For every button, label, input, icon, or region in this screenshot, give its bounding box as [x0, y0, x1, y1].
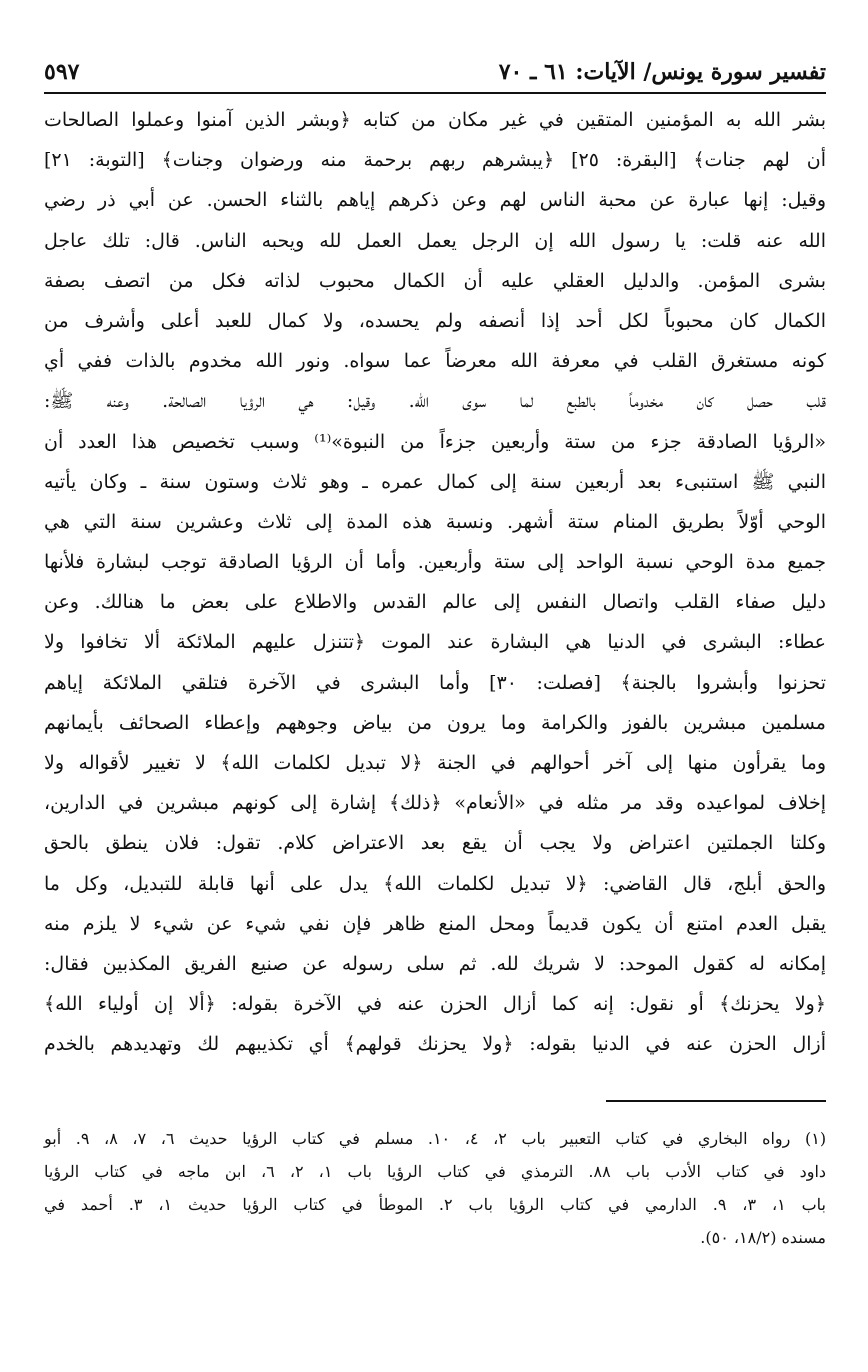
text-line: كونه مستغرق القلب في معرفة الله معرضاً عما سواه. ونور الله مخدوم بالذات ففي أي	[44, 350, 826, 373]
text-line: الكمال كان محبوباً لكل أحد إذا أنصفه ولم يحسده، ولا كمال للعبد أعلى وأشرف من	[44, 309, 826, 332]
footnote-divider	[606, 1100, 826, 1102]
text-line: جميع مدة الوحي نسبة الواحد إلى ستة وأربعين. وأما أن الرؤيا الصادقة توجب لبشارة فلأنها	[44, 551, 826, 574]
text-line: النبي ﷺ استنبىء بعد أربعين سنة إلى كمال عمره ـ وهو ثلاث وستون سنة ـ وكان يأتيه	[44, 470, 826, 493]
footnotes	[44, 1122, 826, 1254]
footnote-line: (١) رواه البخاري في كتاب التعبير باب ٢، ٤، ١٠. مسلم في كتاب الرؤيا حديث ٦، ٧، ٨، ٩. أبو	[44, 1129, 827, 1148]
text-line: وكلتا الجملتين اعتراض ولا يجب أن يقع بعد الاعتراض كلام. تقول: فلان ينطق بالحق	[44, 832, 826, 855]
text-line: والحق أبلج، قال القاضي: ﴿لا تبديل لكلمات الله﴾ يدل على أنها قابلة للتبديل، وكل ما	[44, 872, 826, 895]
text-line: بشرى المؤمن. والدليل العقلي عليه أن الكمال محبوب لذاته فكل من اتصف بصفة	[44, 269, 826, 292]
footnote-line: داود في كتاب الأدب باب ٨٨. الترمذي في كتاب الرؤيا باب ١، ٢، ٦، ابن ماجه في كتاب الرؤيا	[44, 1162, 827, 1181]
footnote-line: مسنده (١٨/٢، ٥٠).	[700, 1228, 826, 1247]
main-text	[44, 100, 826, 1056]
text-line: «الرؤيا الصادقة جزء من ستة وأربعين جزءاً من النبوة»⁽¹⁾ وسبب تخصيص هذا العدد أن	[44, 430, 826, 453]
page-number: ٥٩٧	[44, 59, 80, 85]
text-line: وما يقرأون منها إلى آخر أحوالهم في الجنة ﴿لا تبديل لكلمات الله﴾ لا تغيير لأقواله ولا	[44, 752, 826, 774]
text-line: إخلاف لمواعيده وقد مر مثله في «الأنعام» ﴿ذلك﴾ إشارة إلى كونهم مبشرين في الدارين،	[44, 792, 826, 815]
text-line: تحزنوا وأبشروا بالجنة﴾ [فصلت: ٣٠] وأما البشرى في الآخرة فتلقي الملائكة إياهم	[44, 671, 826, 694]
page-header	[44, 52, 826, 94]
text-line: قلب حصل كان مخدوماً بالطبع لما سوى الله. وقيل: هي الرؤيا الصالحة. وعنه ﷺ:	[44, 390, 826, 413]
text-line: أزال الحزن عنه في الدنيا بقوله: ﴿ولا يحزنك قولهم﴾ أي تكذيبهم لك وتهديدهم بالخدم	[44, 1033, 826, 1056]
text-line: عطاء: البشرى في الدنيا هي البشارة عند الموت ﴿تتنزل عليهم الملائكة ألا تخافوا ولا	[44, 631, 826, 654]
text-line: ﴿ولا يحزنك﴾ أو نقول: إنه كما أزال الحزن عنه في الآخرة بقوله: ﴿ألا إن أولياء الله﴾	[44, 993, 826, 1016]
text-line: الله عنه قلت: يا رسول الله إن الرجل يعمل العمل لله ويحبه الناس. قال: تلك عاجل	[44, 229, 826, 252]
text-line: دليل صفاء القلب واتصال النفس إلى عالم القدس والاطلاع على بعض ما هنالك. وعن	[44, 591, 826, 614]
running-title: تفسير سورة يونس/ الآيات: ٦١ ـ ٧٠	[498, 59, 826, 85]
text-line: مسلمين مبشرين بالفوز والكرامة وما يرون من بياض وجوههم وإعطاء الصحائف بأيمانهم	[44, 711, 826, 734]
text-line: إمكانه له كقول الموحد: لا شريك لله. ثم سلى رسوله عن صنيع الفريق المكذبين فقال:	[44, 952, 826, 975]
text-line: وقيل: إنها عبارة عن محبة الناس لهم وعن ذكرهم إياهم بالثناء الحسن. عن أبي ذر رضي	[44, 189, 826, 212]
text-line: أن لهم جنات﴾ [البقرة: ٢٥] ﴿يبشرهم ربهم برحمة منه ورضوان وجنات﴾ [التوبة: ٢١]	[44, 149, 826, 172]
footnote-line: باب ١، ٣، ٩. الدارمي في كتاب الرؤيا باب ٢. الموطأ في كتاب الرؤيا حديث ١، ٣. أحمد في	[44, 1195, 827, 1214]
text-line: يقبل العدم امتنع أن يكون قديماً ومحل المنع ظاهر فإن نفي شيء عن شيء لا يلزم منه	[44, 912, 826, 935]
text-line: الوحي أوّلاً بطريق المنام ستة أشهر. ونسبة هذه المدة إلى ثلاث وعشرين سنة التي هي	[44, 510, 826, 533]
text-line: بشر الله به المؤمنين المتقين في غير مكان من كتابه ﴿وبشر الذين آمنوا وعملوا الصالحات	[44, 109, 826, 131]
